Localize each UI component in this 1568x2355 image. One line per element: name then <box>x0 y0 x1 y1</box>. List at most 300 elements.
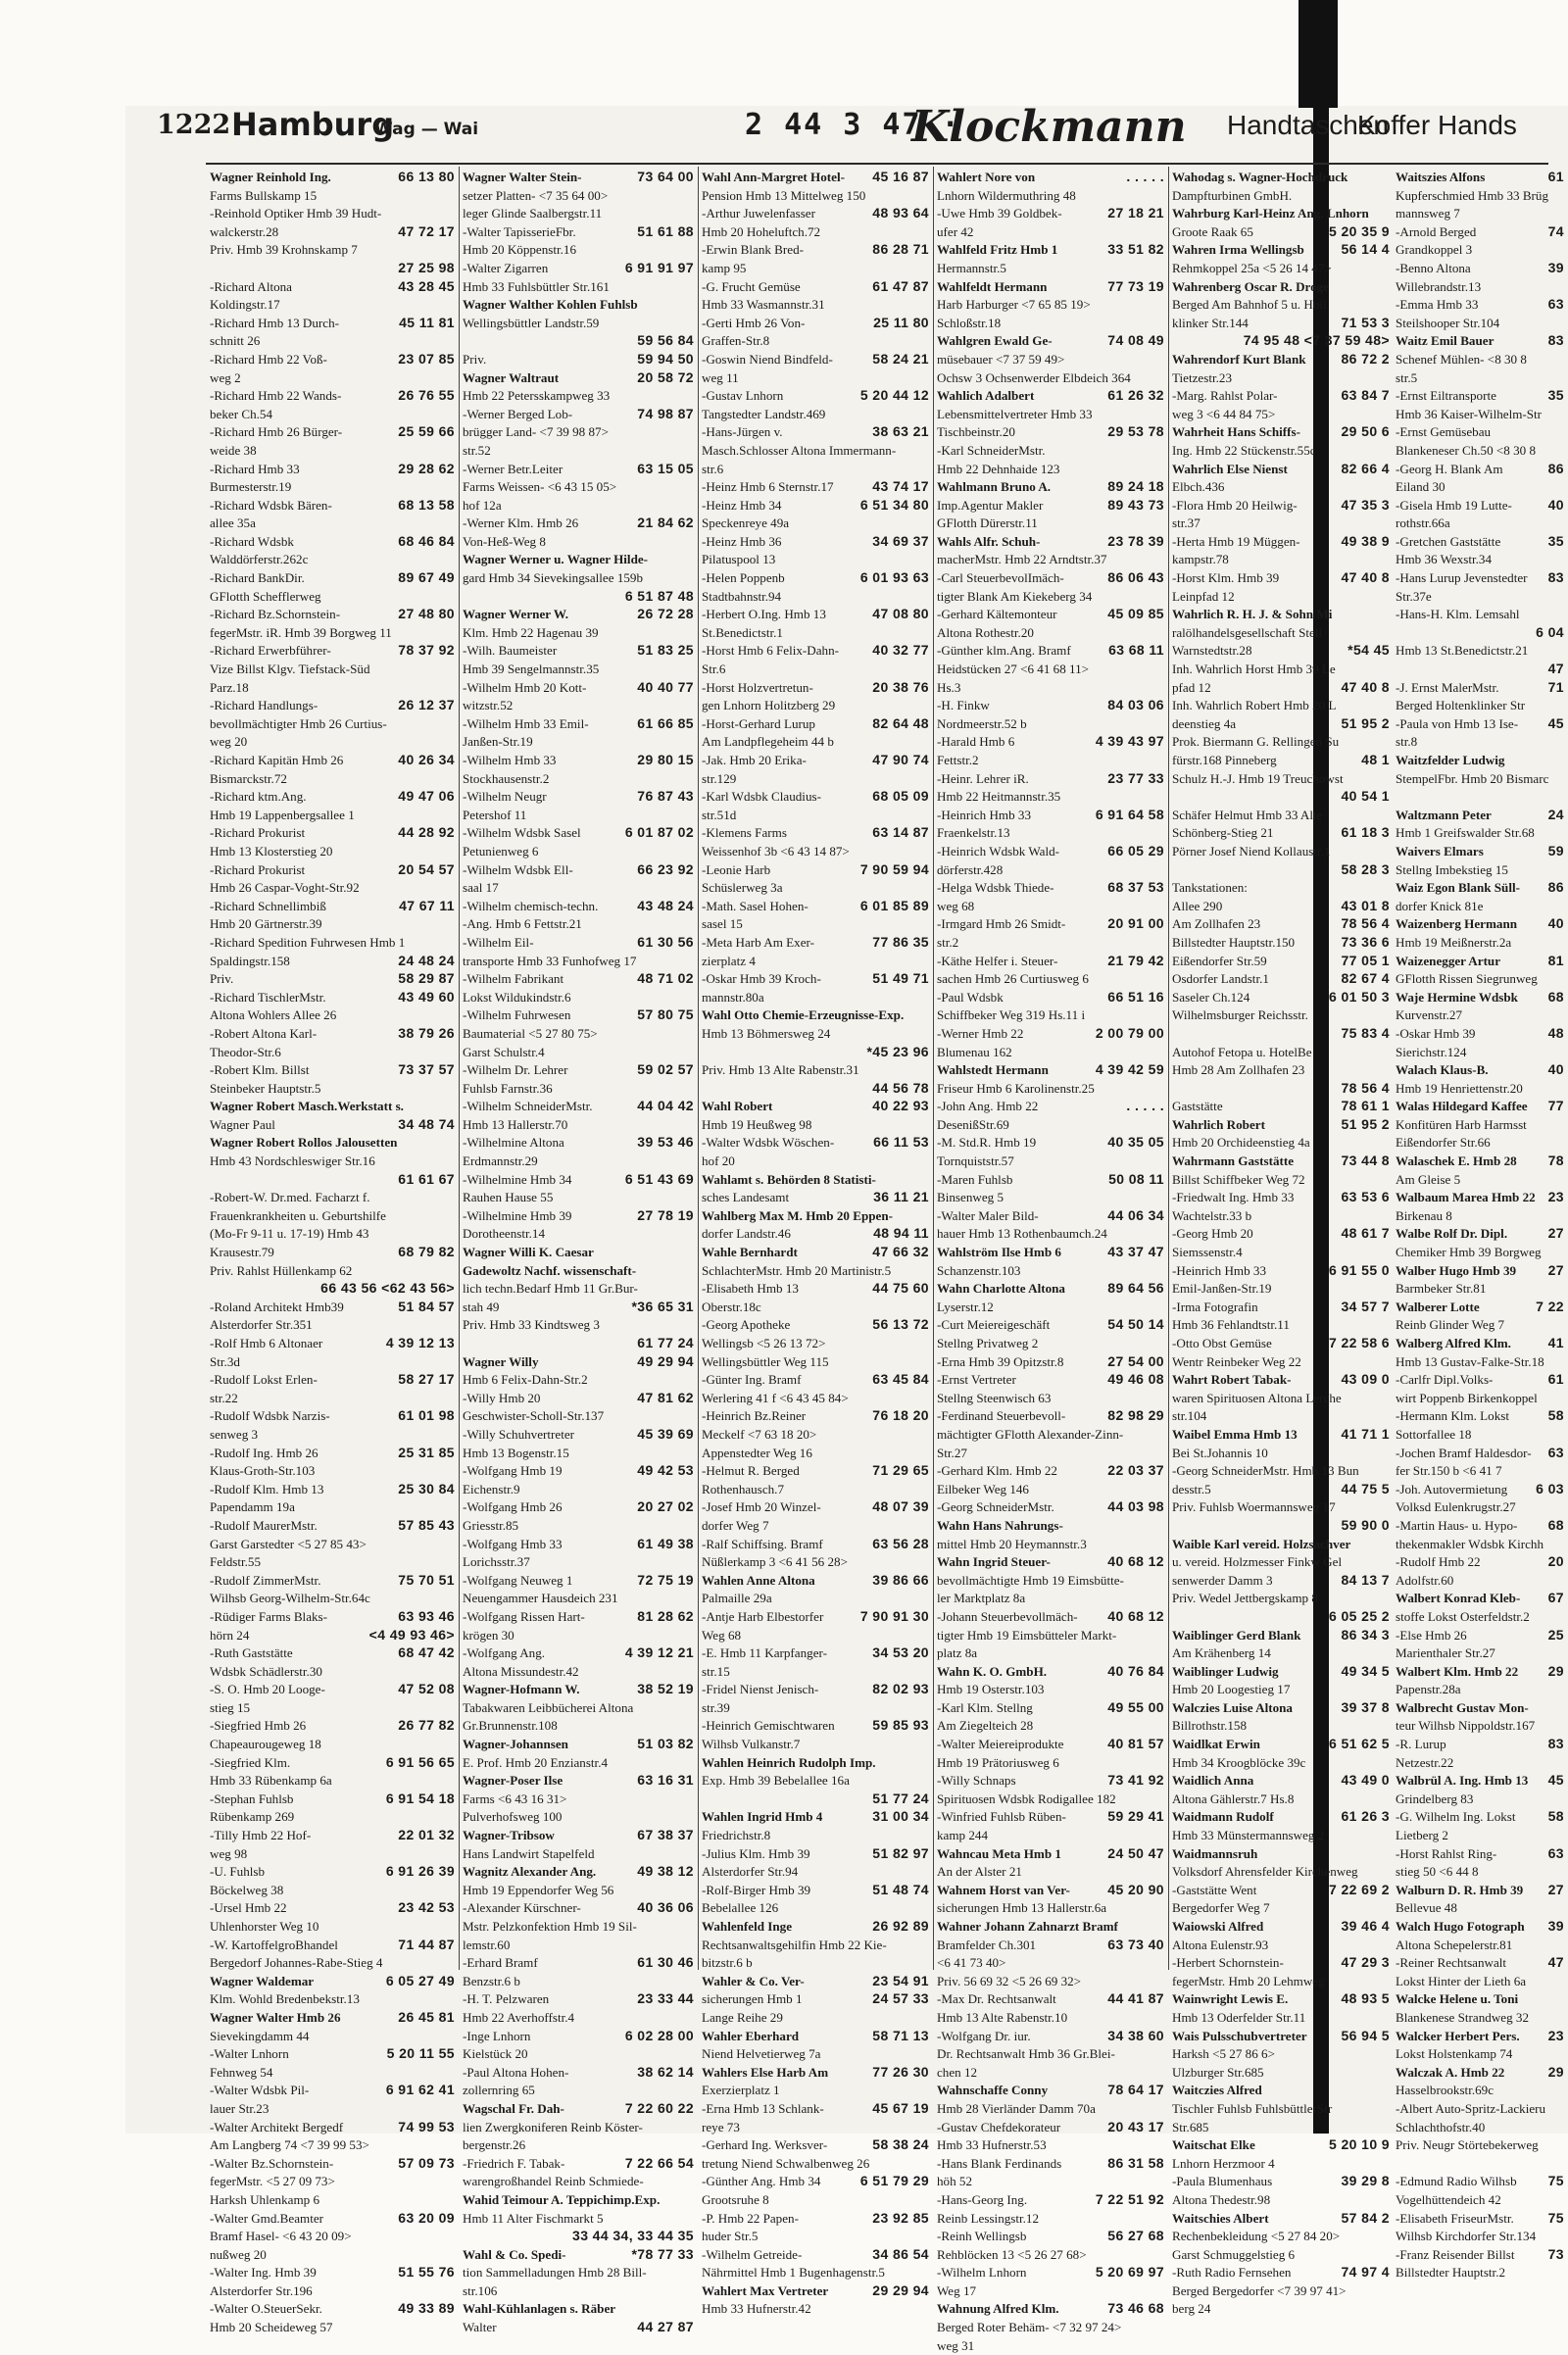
directory-entry <box>702 1098 929 1116</box>
entry-name: Wilhsb Kirchdorfer Str.134 <box>1396 2229 1537 2244</box>
directory-entry <box>937 1498 1164 1517</box>
directory-entry <box>210 1553 455 1572</box>
directory-entry <box>1396 1899 1564 1918</box>
entry-phone <box>1386 551 1390 569</box>
directory-entry <box>1396 953 1564 971</box>
entry-phone: 40 <box>1547 496 1564 513</box>
entry-phone: 84 13 7 <box>1341 1571 1390 1588</box>
entry-name: Von-Heß-Weg 8 <box>463 533 546 549</box>
directory-entry <box>937 752 1164 770</box>
directory-entry <box>463 1754 694 1773</box>
entry-phone: 58 71 13 <box>872 2027 929 2043</box>
entry-phone <box>690 1717 694 1736</box>
entry-phone <box>1160 1644 1164 1663</box>
entry-phone <box>1160 1426 1164 1445</box>
entry-name: Priv. Hmb 39 Krohnskamp 7 <box>210 242 358 258</box>
entry-name: -Meta Harb Am Exer- <box>702 934 814 950</box>
entry-name: -Walter Wdsbk Pil- <box>210 2083 310 2098</box>
directory-entry <box>1172 1937 1390 1955</box>
entry-phone <box>451 478 455 497</box>
directory-entry <box>937 241 1164 260</box>
directory-entry <box>702 497 929 515</box>
directory-entry <box>702 2119 929 2137</box>
entry-phone: 6 01 87 02 <box>624 824 694 841</box>
entry-phone <box>1560 1134 1564 1153</box>
entry-phone: 23 42 53 <box>398 1899 455 1916</box>
directory-entry <box>1396 2210 1564 2229</box>
entry-phone <box>451 1134 455 1153</box>
entry-name: Schulz H.-J. Hmb 19 Treuchowst <box>1172 770 1344 786</box>
entry-phone <box>690 442 694 461</box>
entry-phone <box>690 1590 694 1608</box>
entry-name: Waiowski Alfred <box>1172 1919 1264 1934</box>
entry-phone: 59 85 93 <box>872 1717 929 1734</box>
directory-entry <box>937 2136 1164 2155</box>
directory-entry <box>210 879 455 898</box>
entry-name: Walberer Lotte <box>1396 1299 1480 1314</box>
entry-phone <box>690 241 694 260</box>
entry-phone: 47 35 3 <box>1341 496 1390 513</box>
entry-name: Walbert Konrad Kleb- <box>1396 1591 1521 1606</box>
entry-name: -Rolf-Birger Hmb 39 <box>702 1882 811 1897</box>
entry-phone <box>451 205 455 223</box>
directory-entry <box>702 1681 929 1699</box>
directory-entry <box>210 2064 455 2083</box>
entry-name: dorfer Landstr.46 <box>702 1226 791 1242</box>
entry-phone <box>1386 624 1390 643</box>
entry-phone <box>690 1663 694 1682</box>
entry-phone <box>925 879 929 898</box>
directory-entry <box>210 2119 455 2137</box>
entry-phone <box>1160 1481 1164 1499</box>
entry-phone: 4 39 42 59 <box>1095 1061 1164 1078</box>
entry-name: Wahls Alfr. Schuh- <box>937 533 1041 549</box>
entry-phone <box>1386 843 1390 861</box>
entry-phone: 34 86 54 <box>872 2245 929 2262</box>
entry-phone <box>1386 2246 1390 2265</box>
directory-entry <box>210 1134 455 1153</box>
entry-phone <box>1160 1863 1164 1882</box>
entry-phone <box>690 2119 694 2137</box>
entry-phone <box>1160 1262 1164 1281</box>
entry-phone <box>925 187 929 206</box>
entry-phone: 40 <box>1547 1061 1564 1078</box>
entry-name: -Heinrich Hmb 33 <box>1172 1262 1266 1278</box>
entry-phone <box>1560 733 1564 752</box>
directory-entry <box>1172 1462 1390 1481</box>
entry-name: -Max Dr. Rechtsanwalt <box>937 1991 1056 2007</box>
entry-name: Warnstedtstr.28 <box>1172 643 1252 659</box>
directory-entry <box>1172 1116 1390 1135</box>
entry-phone <box>1160 369 1164 388</box>
entry-phone: 63 <box>1547 1444 1564 1460</box>
entry-phone <box>451 406 455 424</box>
entry-name: Hmb 19 Henriettenstr.20 <box>1396 1080 1523 1096</box>
entry-name: -Willy Schuhvertreter <box>463 1426 575 1442</box>
entry-name: Wagner Robert Masch.Werkstatt s. <box>210 1099 404 1114</box>
directory-entry <box>937 406 1164 424</box>
entry-name: gard Hmb 34 Sievekingsallee 159b <box>463 570 644 586</box>
entry-name: Weg 17 <box>937 2282 977 2298</box>
entry-phone <box>1386 406 1390 424</box>
entry-phone: 61 30 56 <box>637 933 694 950</box>
directory-entry <box>1396 332 1564 351</box>
entry-phone <box>451 2064 455 2083</box>
directory-entry <box>210 1608 455 1627</box>
entry-phone: 41 <box>1547 1335 1564 1350</box>
directory-entry <box>1396 1390 1564 1408</box>
entry-phone <box>451 551 455 569</box>
directory-entry <box>1396 1681 1564 1699</box>
entry-name: Wahlamt s. Behörden 8 Statisti- <box>702 1171 876 1187</box>
entry-phone <box>690 1553 694 1572</box>
entry-phone: 68 13 58 <box>398 496 455 513</box>
directory-entry <box>1396 1353 1564 1372</box>
directory-entry <box>210 1225 455 1244</box>
directory-entry <box>937 953 1164 971</box>
entry-name: -Helen Poppenb <box>702 570 785 586</box>
directory-entry <box>937 1407 1164 1426</box>
entry-phone <box>451 1316 455 1335</box>
entry-name: -Richard BankDir. <box>210 570 305 586</box>
entry-name: Wahlstedt Hermann <box>937 1062 1049 1078</box>
entry-phone: 45 67 19 <box>872 2099 929 2116</box>
entry-name: -Elisabeth Hmb 13 <box>702 1281 799 1297</box>
directory-entry <box>1172 1225 1390 1244</box>
entry-name: -Hans-Jürgen v. <box>702 424 783 440</box>
entry-phone <box>451 1189 455 1207</box>
directory-entry <box>1396 315 1564 333</box>
entry-name: Sottorfallee 18 <box>1396 1426 1472 1442</box>
entry-name: Wagner-Tribsow <box>463 1828 555 1843</box>
directory-entry <box>1396 1990 1564 2009</box>
directory-entry <box>463 2119 694 2137</box>
entry-phone <box>1560 423 1564 442</box>
entry-name: Hmb 1 Greifswalder Str.68 <box>1396 825 1535 841</box>
entry-name: Hmb 36 Kaiser-Wilhelm-Str <box>1396 406 1543 421</box>
directory-entry <box>702 2173 929 2191</box>
entry-name: -Wilhelm Wdsbk Sasel <box>463 825 581 841</box>
entry-name: Walaschek E. Hmb 28 <box>1396 1153 1517 1169</box>
entry-name: Wahrlich R. H. J. & Sohn Mi <box>1172 607 1333 622</box>
entry-phone: 57 80 75 <box>637 1006 694 1023</box>
entry-name: Wagner Werner u. Wagner Hilde- <box>463 552 649 567</box>
entry-name: -Heinz Hmb 34 <box>702 497 782 513</box>
directory-entry <box>463 861 694 880</box>
entry-phone <box>925 1590 929 1608</box>
entry-name: Oberstr.18c <box>702 1299 761 1314</box>
entry-phone <box>1160 1189 1164 1207</box>
entry-name: -Ernst Eiltransporte <box>1396 388 1496 404</box>
directory-entry <box>1396 1244 1564 1262</box>
entry-name: höh 52 <box>937 2174 973 2189</box>
directory-entry <box>937 1134 1164 1153</box>
entry-phone: 23 54 91 <box>872 1972 929 1988</box>
entry-phone <box>690 953 694 971</box>
directory-entry <box>210 533 455 552</box>
entry-name: -Otto Obst Gemüse <box>1172 1336 1272 1350</box>
entry-phone <box>1560 2136 1564 2155</box>
entry-name: Hmb 20 Loogestieg 17 <box>1172 1682 1291 1697</box>
entry-name: Waizenegger Artur <box>1396 953 1501 968</box>
directory-entry <box>1396 1134 1564 1153</box>
directory-entry <box>210 1918 455 1937</box>
entry-name: Wagner Willy <box>463 1353 539 1369</box>
entry-name: -Ralf Schiffsing. Bramf <box>702 1536 823 1551</box>
directory-entry <box>1172 1481 1390 1499</box>
directory-entry <box>463 1044 694 1062</box>
directory-entry <box>1172 1390 1390 1408</box>
entry-phone <box>690 187 694 206</box>
directory-entry <box>463 1627 694 1645</box>
entry-phone <box>1160 588 1164 607</box>
directory-entry <box>463 1171 694 1190</box>
entry-phone: 71 29 65 <box>872 1462 929 1479</box>
entry-name: Hmb 19 Osterstr.103 <box>937 1682 1045 1697</box>
entry-name: Wahn Ingrid Steuer- <box>937 1554 1051 1570</box>
entry-phone <box>1560 1572 1564 1591</box>
directory-entry <box>702 1426 929 1445</box>
entry-phone: 73 41 92 <box>1107 1772 1164 1789</box>
entry-name: -Curt Meiereigeschäft <box>937 1317 1051 1333</box>
entry-phone: 59 94 50 <box>637 350 694 367</box>
entry-name: Lokst Holstenkamp 74 <box>1396 2046 1513 2062</box>
entry-name: Str.37e <box>1396 588 1432 604</box>
entry-phone <box>690 1153 694 1171</box>
entry-phone <box>1160 1627 1164 1645</box>
entry-phone: 43 74 17 <box>872 478 929 495</box>
directory-entry <box>1172 843 1390 861</box>
entry-phone <box>690 624 694 643</box>
entry-phone <box>690 478 694 497</box>
entry-name: An der Alster 21 <box>937 1864 1022 1880</box>
entry-name: senwerder Damm 3 <box>1172 1572 1273 1588</box>
entry-phone: 49 38 9 <box>1341 532 1390 549</box>
directory-entry <box>210 2082 455 2100</box>
entry-name: Hmb 33 Hufnerstr.53 <box>937 2137 1047 2153</box>
directory-entry <box>937 1899 1164 1918</box>
entry-name: -Else Hmb 26 <box>1396 1627 1467 1643</box>
directory-entry <box>463 1973 694 1991</box>
entry-name: str.104 <box>1172 1408 1207 1424</box>
entry-name: -Robert Altona Karl- <box>210 1025 318 1041</box>
entry-phone: 47 40 8 <box>1341 678 1390 695</box>
directory-entry <box>210 1462 455 1481</box>
entry-phone <box>1386 1973 1390 1991</box>
entry-name: Wagschal Fr. Dah- <box>463 2100 564 2116</box>
entry-phone: 63 <box>1547 296 1564 313</box>
directory-entry <box>210 1572 455 1591</box>
entry-name: Allee 290 <box>1172 898 1223 913</box>
entry-name: -Hans-H. Klm. Lemsahl <box>1396 607 1520 622</box>
directory-entry <box>702 1572 929 1591</box>
entry-phone: 24 <box>1547 806 1564 822</box>
directory-entry <box>937 1699 1164 1718</box>
entry-phone: 74 <box>1547 222 1564 239</box>
entry-name: Hmb 33 Münstermannsweg 2 <box>1172 1828 1325 1843</box>
entry-name: weg 20 <box>210 734 248 750</box>
entry-name: Lietberg 2 <box>1396 1828 1448 1843</box>
directory-entry <box>210 2282 455 2301</box>
entry-name: -Georg SchneiderMstr. Hmb 13 Bun <box>1172 1463 1359 1479</box>
entry-phone: 45 39 69 <box>637 1425 694 1442</box>
entry-name: Lange Reihe 29 <box>702 2009 783 2025</box>
entry-phone <box>1560 278 1564 297</box>
entry-name: Str.6 <box>702 662 726 677</box>
entry-phone: 77 86 35 <box>872 933 929 950</box>
entry-phone <box>1560 205 1564 223</box>
entry-name: Krausestr.79 <box>210 1245 274 1260</box>
entry-phone: 77 26 30 <box>872 2063 929 2080</box>
directory-entry <box>1172 442 1390 461</box>
entry-phone <box>1560 1827 1564 1845</box>
entry-phone <box>925 296 929 315</box>
entry-phone <box>1560 1116 1564 1135</box>
entry-phone: 44 56 78 <box>872 1079 929 1096</box>
entry-phone: 20 43 17 <box>1107 2118 1164 2134</box>
entry-name: Hmb 13 Oderfelder Str.11 <box>1172 2009 1306 2025</box>
entry-name: Garst Schulstr.4 <box>463 1044 545 1059</box>
entry-phone: 61 18 3 <box>1341 824 1390 841</box>
directory-entry <box>210 1845 455 1864</box>
entry-name: -Marg. Rahlst Polar- <box>1172 388 1278 404</box>
entry-phone <box>451 369 455 388</box>
directory-entry <box>702 715 929 734</box>
entry-name: Willebrandstr.13 <box>1396 278 1482 294</box>
entry-phone: 47 <box>1547 1954 1564 1971</box>
entry-phone <box>1386 1353 1390 1372</box>
directory-entry <box>463 1699 694 1718</box>
entry-phone: 58 38 24 <box>872 2136 929 2153</box>
entry-phone <box>690 2173 694 2191</box>
entry-phone <box>925 1445 929 1463</box>
entry-phone <box>451 1918 455 1937</box>
entry-phone: 6 51 62 5 <box>1329 1736 1390 1752</box>
entry-phone <box>690 1481 694 1499</box>
entry-phone <box>1386 2045 1390 2064</box>
directory-entry <box>702 1153 929 1171</box>
entry-name: -Richard Spedition Fuhrwesen Hmb 1 <box>210 934 406 950</box>
directory-entry <box>463 879 694 898</box>
directory-entry <box>1396 478 1564 497</box>
entry-name: -S. O. Hmb 20 Looge- <box>210 1682 325 1697</box>
directory-entry <box>463 2282 694 2301</box>
directory-entry <box>1396 1371 1564 1390</box>
entry-phone: 71 44 87 <box>398 1936 455 1952</box>
entry-name: Hmb 13 St.Benedictstr.21 <box>1396 643 1529 659</box>
entry-phone: 72 75 19 <box>637 1571 694 1588</box>
entry-phone: 4 39 12 13 <box>385 1335 455 1350</box>
directory-entry <box>463 1808 694 1827</box>
entry-name: Gadewoltz Nachf. wissenschaft- <box>463 1262 637 1278</box>
entry-name: Eilbeker Weg 146 <box>937 1481 1029 1496</box>
entry-name: -Werner Hmb 22 <box>937 1025 1024 1041</box>
entry-phone <box>1386 1754 1390 1773</box>
directory-entry <box>1172 2082 1390 2100</box>
directory-entry <box>702 1080 929 1099</box>
entry-phone <box>1160 260 1164 278</box>
directory-entry <box>1172 588 1390 607</box>
entry-name: Masch.Schlosser Altona Immermann- <box>702 442 897 458</box>
directory-entry <box>463 1681 694 1699</box>
entry-phone: 2 00 79 00 <box>1095 1024 1164 1041</box>
entry-name: -Günter Ing. Bramf <box>702 1372 802 1388</box>
entry-phone <box>1386 2119 1390 2137</box>
entry-name: Bismarckstr.72 <box>210 770 287 786</box>
entry-phone <box>1560 1863 1564 1882</box>
directory-entry <box>702 1644 929 1663</box>
entry-phone <box>1386 1316 1390 1335</box>
entry-name: Berged Am Bahnhof 5 u. Holl <box>1172 297 1327 313</box>
entry-phone <box>451 1426 455 1445</box>
entry-name: Nordmeerstr.52 b <box>937 715 1027 731</box>
entry-phone <box>1386 1590 1390 1608</box>
directory-entry <box>1172 1407 1390 1426</box>
entry-name: Wahlen Ingrid Hmb 4 <box>702 1809 823 1825</box>
entry-phone: 6 91 54 18 <box>385 1790 455 1806</box>
entry-name: teur Wilhsb Nippoldstr.167 <box>1396 1718 1536 1734</box>
directory-entry <box>937 1116 1164 1135</box>
entry-phone: 43 01 8 <box>1341 897 1390 913</box>
entry-name: Altona Rothestr.20 <box>937 624 1034 640</box>
directory-entry <box>702 1663 929 1682</box>
entry-phone: 68 46 84 <box>398 532 455 549</box>
entry-name: Fehnweg 54 <box>210 2064 273 2080</box>
entry-phone <box>1560 2264 1564 2282</box>
entry-phone <box>1560 770 1564 789</box>
entry-phone <box>925 1335 929 1353</box>
directory-entry <box>210 1827 455 1845</box>
entry-name: Altona Missundestr.42 <box>463 1663 579 1679</box>
entry-phone <box>1560 2228 1564 2246</box>
entry-phone: 49 33 89 <box>398 2300 455 2317</box>
entry-name: Walczies Luise Altona <box>1172 1699 1293 1715</box>
directory-entry <box>1396 1644 1564 1663</box>
entry-phone <box>451 770 455 789</box>
entry-name: Wagner Werner W. <box>463 607 569 622</box>
entry-phone: 63 93 46 <box>398 1607 455 1624</box>
directory-entry <box>463 1644 694 1663</box>
entry-name: -Richard Hmb 22 Wands- <box>210 388 342 404</box>
directory-entry <box>210 752 455 770</box>
directory-entry <box>1172 1863 1390 1882</box>
directory-entry <box>210 606 455 624</box>
entry-phone <box>1386 205 1390 223</box>
entry-name: Hasselbrookstr.69c <box>1396 2083 1494 2098</box>
entry-name: Wahl Otto Chemie-Erzeugnisse-Exp. <box>702 1007 905 1023</box>
entry-name: lich techn.Bedarf Hmb 11 Gr.Bur- <box>463 1281 638 1297</box>
entry-name: Wagner-Johannsen <box>463 1737 568 1752</box>
directory-entry <box>463 1845 694 1864</box>
entry-phone: 40 36 06 <box>637 1899 694 1916</box>
entry-phone <box>690 296 694 315</box>
directory-entry <box>937 1044 1164 1062</box>
entry-phone: 23 78 39 <box>1107 532 1164 549</box>
directory-entry <box>1396 205 1564 223</box>
directory-entry <box>1172 770 1390 789</box>
directory-entry <box>1172 934 1390 953</box>
directory-entry <box>702 1918 929 1937</box>
directory-entry <box>1172 2282 1390 2301</box>
entry-phone: 51 03 82 <box>637 1736 694 1752</box>
entry-name: -Wilhelm Dr. Lehrer <box>463 1062 568 1078</box>
directory-entry <box>1396 661 1564 679</box>
entry-phone <box>451 661 455 679</box>
entry-phone <box>1560 970 1564 989</box>
entry-phone: 27 78 19 <box>637 1206 694 1223</box>
entry-phone <box>1560 2082 1564 2100</box>
ad-phone-number: 2 44 3 47 · <box>745 108 961 142</box>
